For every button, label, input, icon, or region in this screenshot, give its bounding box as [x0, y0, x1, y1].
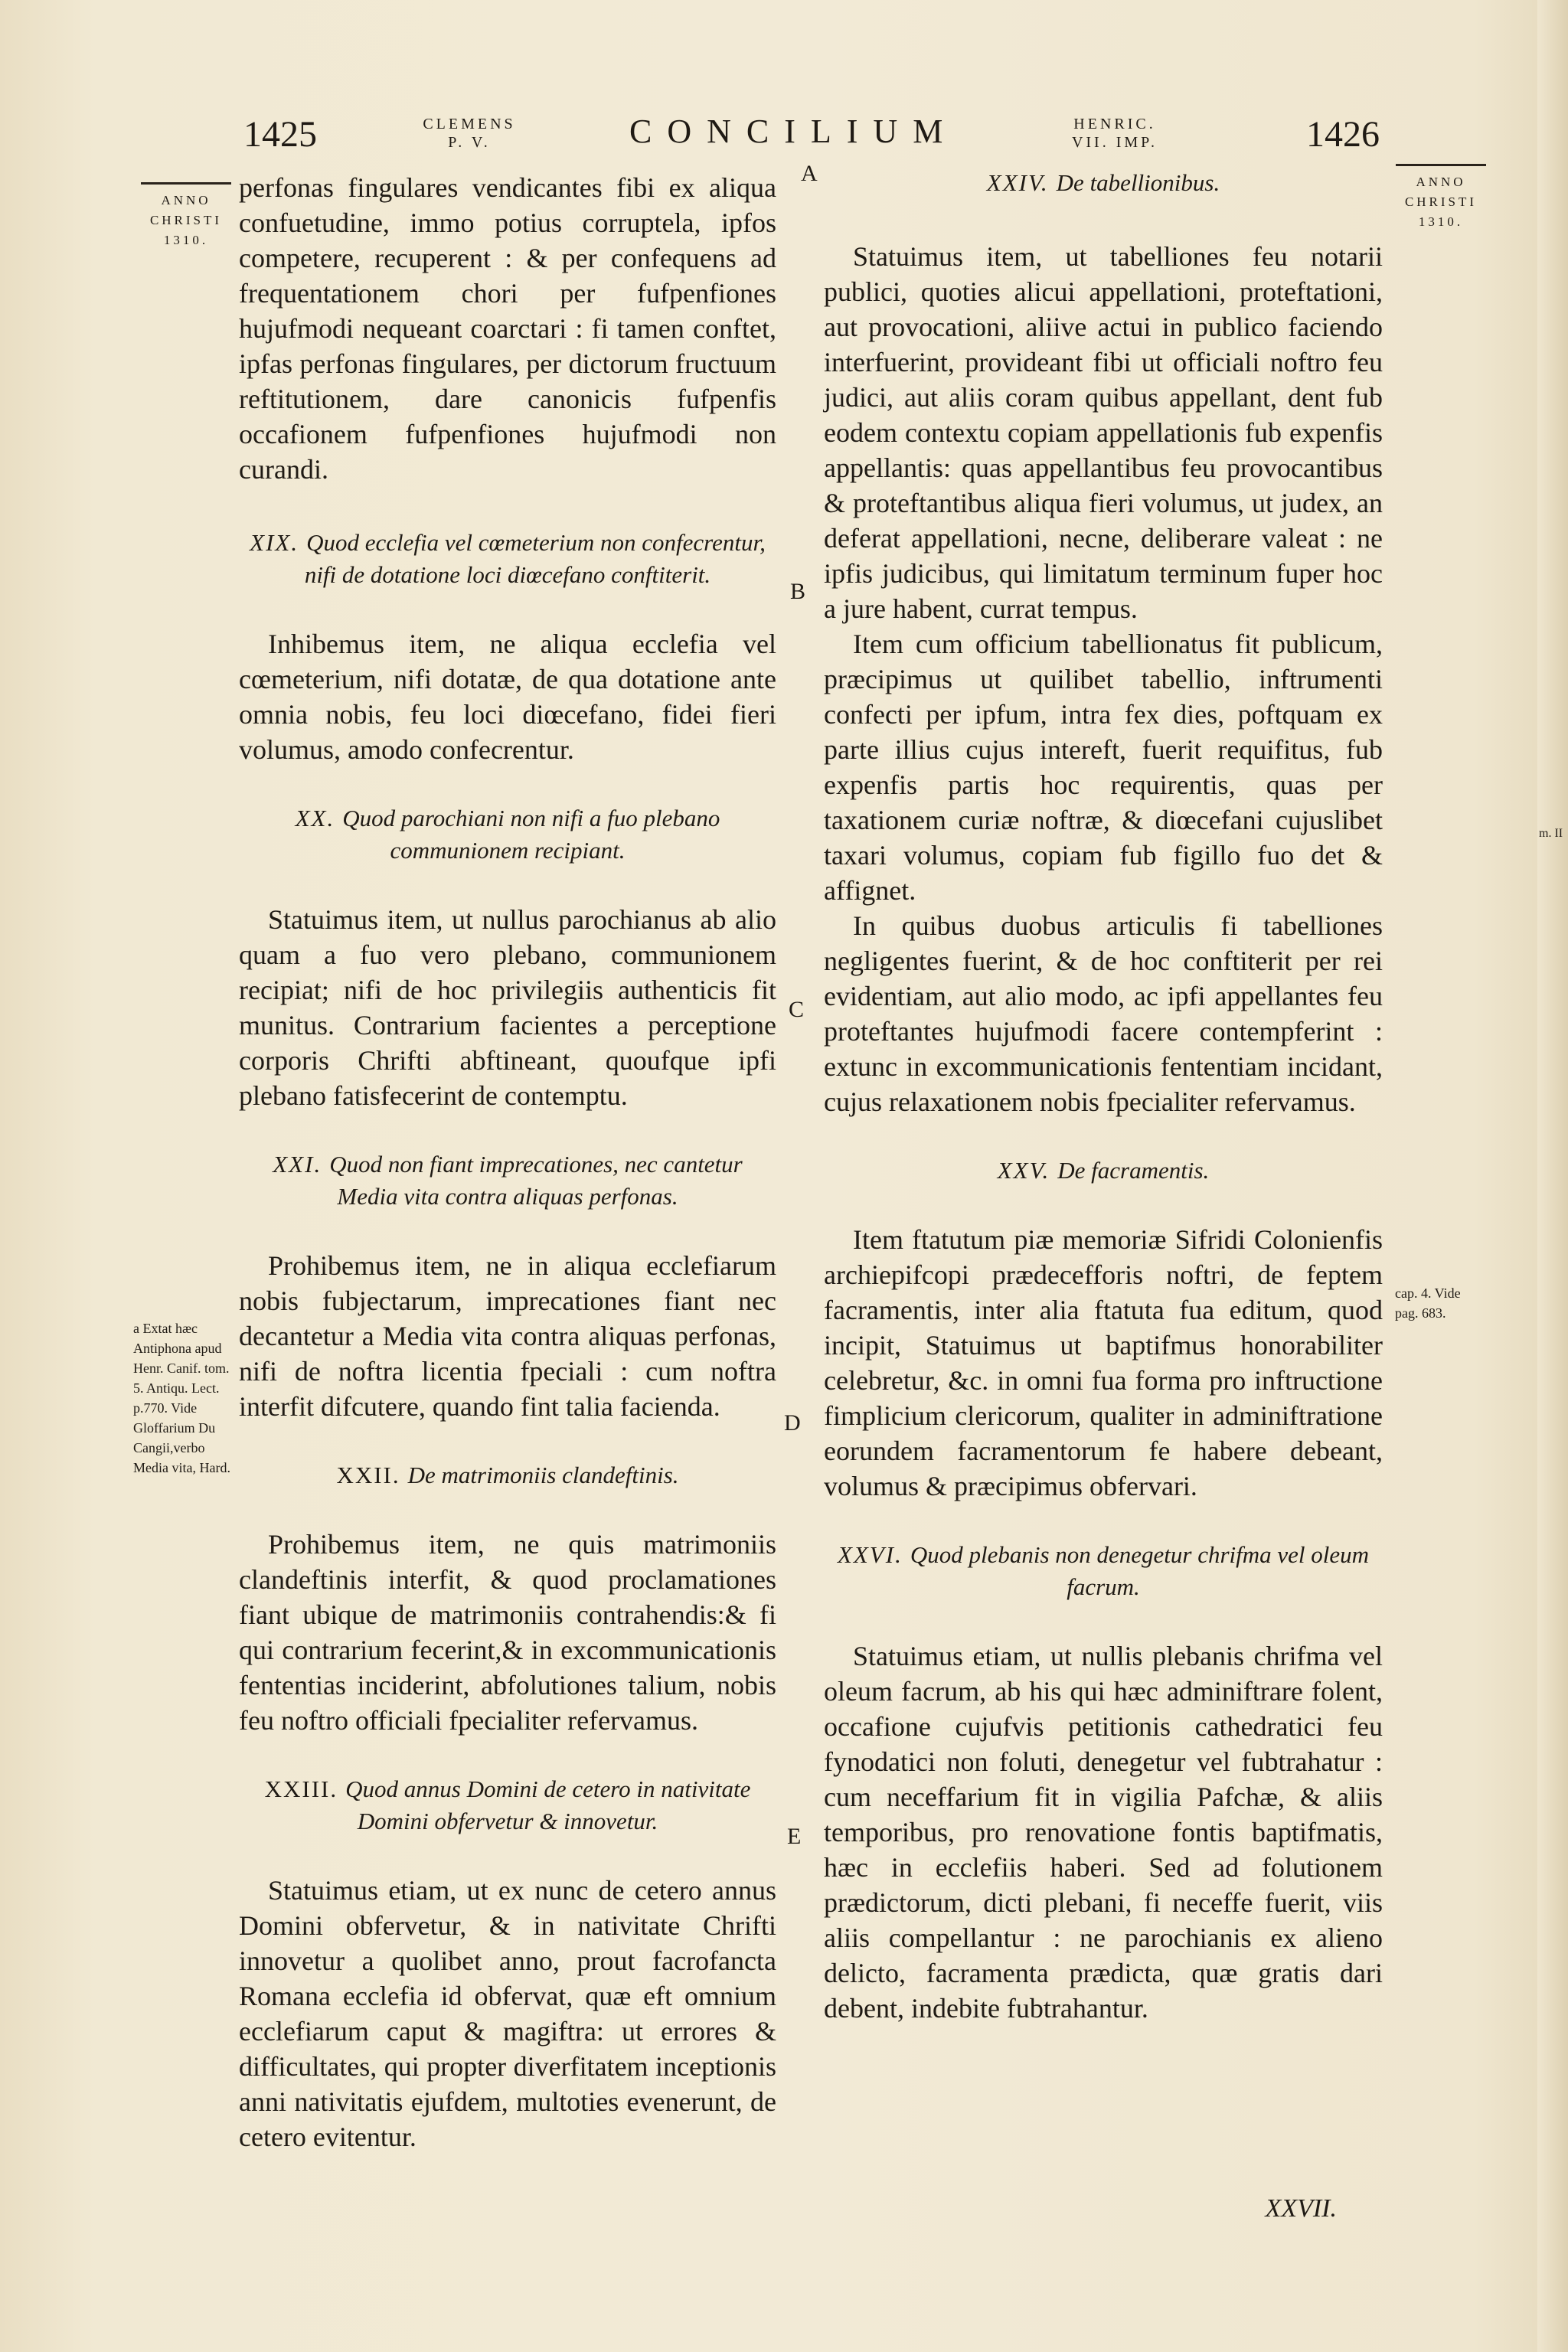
anno-right-text: ANNO CHRISTI 1310. [1404, 175, 1478, 229]
right-column [824, 167, 1383, 2026]
header-pope: CLEMENS P. V. [423, 116, 516, 151]
heading-xxvi [824, 1539, 1383, 1603]
anno-left-text: ANNO CHRISTI 1310. [149, 193, 223, 247]
heading-text: Quod ecclefia vel cœmeterium non confecrentur, nifi de dotatione loci diœcefano conftiterit. [304, 529, 766, 588]
heading-xxi [239, 1148, 776, 1213]
section-letter-e: E [787, 1824, 802, 1849]
section-letter-d: D [784, 1410, 801, 1436]
left-column [239, 170, 776, 2154]
header-title: CONCILIUM [629, 113, 959, 150]
paragraph-continued: perfonas fingulares vendicantes fibi ex aliqua confuetudine, immo potius corruptela, ipfos competere, recuperent : & per confequens ad frequentationem chori per fufpenfiones hujufmodi nequeant coarctari : fi tamen conftet, ipfas perfonas fingulares, per dictorum fructuum reftitutionem, dare canonicis fufpenfis occafionem fufpenfiones hujufmodi non curandi. [239, 172, 776, 485]
heading-xxiii [239, 1773, 776, 1838]
page-number-right: 1426 [1306, 114, 1380, 155]
heading-number: XIX. [250, 529, 299, 556]
paragraph-xxi: Prohibemus item, ne in aliqua ecclefiarum nobis fubjectarum, imprecationes fiant nec decantetur a Media vita contra aliquas perfonas, nifi de noftra licentia fpeciali : cum noftra interfit difcutere, quando fint talia facienda. [239, 1250, 776, 1422]
heading-text: De facramentis. [1057, 1157, 1210, 1184]
heading-number: XX. [295, 805, 335, 831]
footnote-media-vita: a Extat hæc Antiphona apud Henr. Canif. tom. 5. Antiqu. Lect. p.770. Vide Gloffarium Du Cangii,verbo Media vita, Hard. [133, 1321, 230, 1475]
heading-number: XXV. [997, 1157, 1050, 1184]
paragraph-xxv: Item ftatutum piæ memoriæ Sifridi Colonienfis archiepifcopi prædecefforis noftri, de feptem facramentis, inter alia ftatuta fua editum, quod incipit, Statuimus ut baptifmus honorabiliter celebretur, &c. in omni fua forma pro inftructione fimplicium clericorum, qualiter in adminiftratione eorundem facramentorum fe habere debeant, volumus & præcipimus obfervari. [824, 1224, 1383, 1501]
heading-text: Quod plebanis non denegetur chrifma vel oleum facrum. [910, 1541, 1370, 1600]
anno-christi-right [1387, 164, 1494, 232]
heading-xxii [239, 1459, 776, 1491]
paragraph-xix: Inhibemus item, ne aliqua ecclefia vel cœmeterium, nifi dotatæ, de qua dotatione ante omnia nobis, feu loci diœcefano, fidei fieri volumus, amodo confecrentur. [239, 629, 776, 765]
section-letter-a: A [801, 161, 818, 186]
heading-xx [239, 802, 776, 867]
section-letter-b: B [790, 579, 806, 604]
paragraph-xxiv-2: Item cum officium tabellionatus fit publicum, præcipimus ut quilibet tabellio, inftrumenti confecti per ipfum, intra fex dies, poftquam ex parte illius cujus intereft, fuerit requifitus, fub expenfis partis hoc requirentis, quas per taxationem curiæ noftræ, & diœcefani cujuslibet taxari volumus, copiam fub figillo fuo det & affignet. [824, 629, 1383, 906]
heading-xxiv [824, 167, 1383, 199]
heading-text: Quod annus Domini de cetero in nativitate Domini obfervetur & innovetur. [345, 1775, 751, 1834]
heading-xix [239, 527, 776, 591]
anno-rule [1396, 164, 1486, 166]
anno-christi-left [136, 182, 236, 250]
paragraph-xxiii: Statuimus etiam, ut ex nunc de cetero annus Domini obfervetur, & in nativitate Chrifti innovetur a quolibet anno, prout facrofancta Romana ecclefia id obfervat, quæ eft omnium ecclefiarum caput & magiftra: ut errores & difficultates, qui propter diverfitatem inceptionis anni nativitatis ejufdem, multoties evenerunt, de cetero evitentur. [239, 1875, 776, 2152]
catchword: XXVII. [1265, 2194, 1337, 2223]
page-edge [1537, 0, 1568, 2352]
heading-text: Quod parochiani non nifi a fuo plebano communionem recipiant. [342, 805, 720, 864]
page-number-left: 1425 [243, 114, 317, 155]
paragraph-xx: Statuimus item, ut nullus parochianus ab alio quam a fuo vero plebano, communionem recipiat; nifi de hoc privilegiis authenticis fit munitus. Contrarium facientes a perceptione corporis Chrifti abftineant, quoufque ipfi plebano fatisfecerint de contemptu. [239, 904, 776, 1111]
heading-number: XXI. [273, 1151, 322, 1178]
paragraph-xxiv-3: In quibus duobus articulis fi tabelliones negligentes fuerint, & de hoc conftiterit per rei evidentiam, aut alio modo, ac ipfi appellantes feu proteftantes hujufmodi facere contempferint : extunc in excommunicationis fententiam incidant, cujus relaxationem nobis fpecialiter refervamus. [824, 910, 1383, 1117]
margin-reference: cap. 4. Vide pag. 683. [1395, 1285, 1461, 1321]
paragraph-xxvi: Statuimus etiam, ut nullis plebanis chrifma vel oleum facrum, ab his qui hæc adminiftrare folent, occafione cujufvis petitionis cathedratici feu fynodatici non foluti, denegetur vel fubtrahatur : cum neceffarium fit in vigilia Pafchæ, & aliis temporibus, pro renovatione fontis baptifmatis, hæc in ecclefiis haberi. Sed ad folutionem prædictorum, dicti plebani, fi neceffe fuerit, viis aliis compellantur : ne parochianis ex alieno delicto, facramenta prædicta, quæ gratis dari debent, indebite fubtrahantur. [824, 1641, 1383, 2024]
running-header [0, 0, 1568, 161]
heading-number: XXIV. [986, 169, 1049, 196]
edge-mark: m. II [1539, 827, 1563, 840]
heading-text: Quod non fiant imprecationes, nec cantetur Media vita contra aliquas perfonas. [329, 1151, 743, 1210]
heading-text: De matrimoniis clandeftinis. [407, 1462, 679, 1488]
paragraph-xxii: Prohibemus item, ne quis matrimoniis clandeftinis interfit, & quod proclamationes fiant ubique de matrimoniis contrahendis:& fi qui contrarium fecerint,& in excommunicationis fententias inciderint, abfolutiones talium, nobis feu noftro officiali fpecialiter refervamus. [239, 1529, 776, 1736]
anno-rule [141, 182, 231, 185]
paragraph-xxiv-1: Statuimus item, ut tabelliones feu notarii publici, quoties alicui appellationi, proteftationi, aut provocationi, aliive actui in publico faciendo interfuerint, provideant fibi ut officiali noftro feu judici, aut aliis coram quibus appellant, dent fub eodem contextu copiam appellationis fub expenfis appellantis: quas appellantibus feu provocantibus & proteftantibus aliqua fieri volumus, ut judex, an deferat appellationi, necne, deliberare valeat : ne ipfis judicibus, qui limitatum terminum fuper hoc a jure habent, currat tempus. [824, 241, 1383, 624]
header-emperor: HENRIC. VII. IMP. [1071, 116, 1158, 151]
heading-number: XXVI. [837, 1541, 903, 1568]
section-letter-c: C [789, 997, 805, 1022]
heading-number: XXII. [336, 1462, 400, 1488]
heading-text: De tabellionibus. [1056, 169, 1220, 196]
heading-xxv [824, 1155, 1383, 1187]
heading-number: XXIII. [264, 1775, 338, 1802]
